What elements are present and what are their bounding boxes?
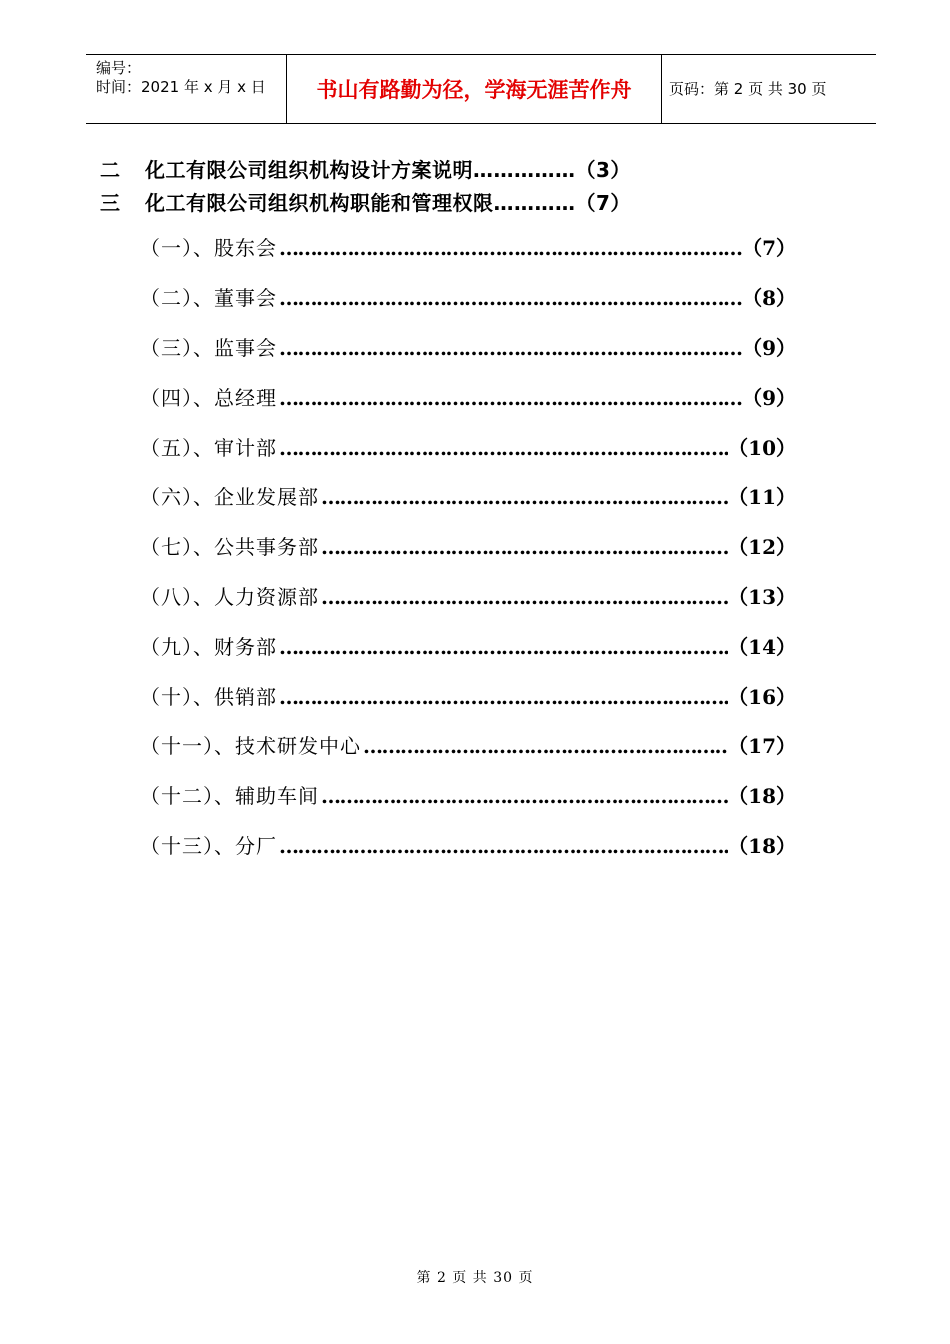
toc-sub-item[interactable]: [140, 683, 796, 711]
toc-main-number: 三: [100, 191, 120, 215]
header-motto-cell: [286, 55, 662, 123]
toc-page-number: （11）: [728, 485, 796, 509]
toc-sub-item[interactable]: [140, 234, 796, 262]
toc-leader-dots: [319, 782, 728, 810]
toc-page-number: （9）: [742, 336, 796, 360]
header-motto: 书山有路勤为径，学海无涯苦作舟: [316, 77, 632, 102]
toc-page-number: （8）: [742, 286, 796, 310]
toc-leader-dots: [319, 533, 728, 561]
toc-sub-label: （一）、股东会: [140, 236, 277, 260]
toc-main-title: 化工有限公司组织机构职能和管理权限…………（7）: [145, 191, 631, 215]
header-page-cell: [661, 55, 876, 123]
toc-sub-label: （十三）、分厂: [140, 834, 277, 858]
toc-sub-item[interactable]: [140, 633, 796, 661]
toc-sub-label: （九）、财务部: [140, 635, 277, 659]
header-left-cell: [86, 55, 286, 123]
toc-leader-dots: [277, 284, 742, 312]
toc-sub-label: （十）、供销部: [140, 685, 277, 709]
toc-leader-dots: [277, 832, 728, 860]
toc-leader-dots: [277, 334, 742, 362]
toc-sub-item[interactable]: [140, 334, 796, 362]
toc-sub-item[interactable]: [140, 284, 796, 312]
toc-leader-dots: [277, 683, 728, 711]
toc-page-number: （7）: [742, 236, 796, 260]
toc-sub-label: （十一）、技术研发中心: [140, 734, 361, 758]
toc-leader-dots: [277, 234, 742, 262]
document-header: [86, 54, 876, 124]
toc-page-number: （10）: [728, 436, 796, 460]
toc-page-number: （16）: [728, 685, 796, 709]
page-footer: 第 2 页 共 30 页: [416, 1270, 534, 1286]
toc-main-item[interactable]: [100, 157, 631, 183]
toc-leader-dots: [277, 434, 728, 462]
toc-page-number: （9）: [742, 386, 796, 410]
toc-sub-item[interactable]: [140, 782, 796, 810]
toc-page-number: （17）: [728, 734, 796, 758]
toc-page-number: （13）: [728, 585, 796, 609]
toc-sub-item[interactable]: [140, 384, 796, 412]
toc-leader-dots: [319, 483, 728, 511]
toc-sub-item[interactable]: [140, 434, 796, 462]
toc-sub-item[interactable]: [140, 832, 796, 860]
toc-page-number: （14）: [728, 635, 796, 659]
toc-sub-item[interactable]: [140, 483, 796, 511]
toc-sub-label: （四）、总经理: [140, 386, 277, 410]
toc-page-number: （12）: [728, 535, 796, 559]
toc-sub-label: （三）、监事会: [140, 336, 277, 360]
toc-main-number: 二: [100, 158, 120, 182]
header-page-info: 页码：第 2 页 共 30 页: [669, 80, 827, 98]
toc-leader-dots: [277, 633, 728, 661]
toc-page-number: （18）: [728, 834, 796, 858]
toc-sub-label: （五）、审计部: [140, 436, 277, 460]
toc-leader-dots: [361, 732, 728, 760]
toc-sub-label: （八）、人力资源部: [140, 585, 319, 609]
toc-sub-label: （二）、董事会: [140, 286, 277, 310]
toc-sub-label: （六）、企业发展部: [140, 485, 319, 509]
toc-sub-label: （十二）、辅助车间: [140, 784, 319, 808]
toc-sub-item[interactable]: [140, 533, 796, 561]
toc-main-title: 化工有限公司组织机构设计方案说明……………（3）: [145, 158, 631, 182]
document-time-label: 时间：2021 年 x 月 x 日: [96, 78, 266, 96]
toc-sub-item[interactable]: [140, 732, 796, 760]
toc-sub-label: （七）、公共事务部: [140, 535, 319, 559]
toc-leader-dots: [319, 583, 728, 611]
toc-main-item[interactable]: [100, 190, 631, 216]
toc-leader-dots: [277, 384, 742, 412]
toc-page-number: （18）: [728, 784, 796, 808]
document-number-label: 编号：: [96, 59, 142, 77]
toc-sub-item[interactable]: [140, 583, 796, 611]
